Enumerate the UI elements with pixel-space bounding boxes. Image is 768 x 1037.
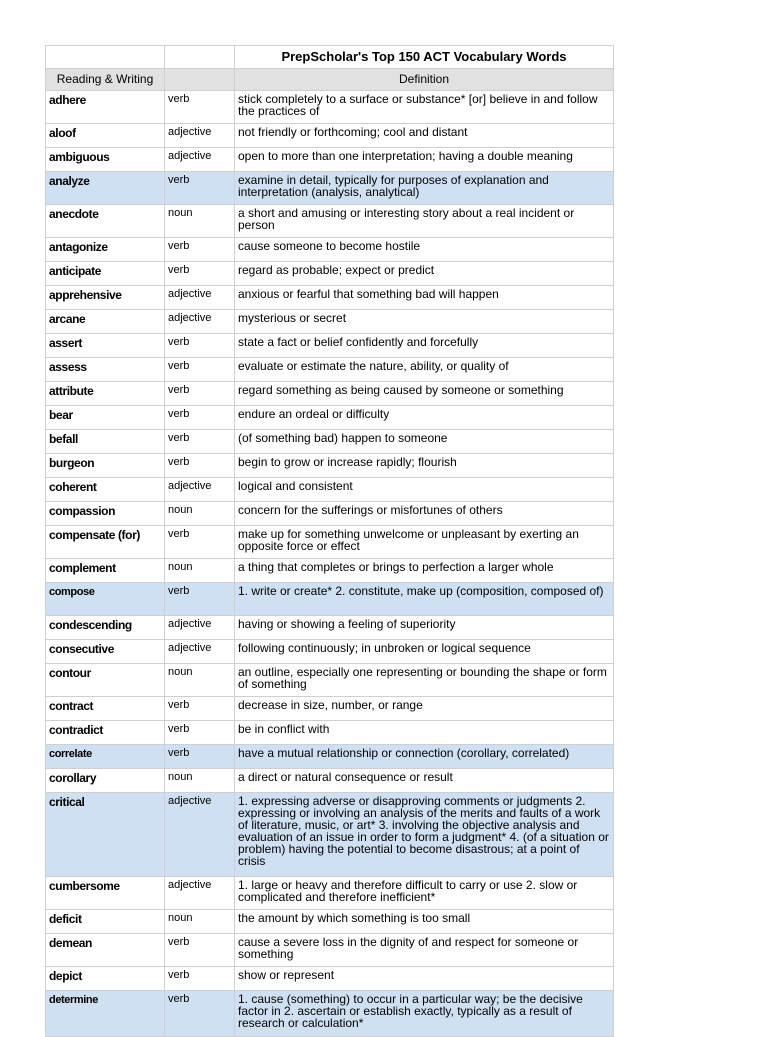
vocab-word: compensate (for) — [46, 526, 165, 559]
table-row — [46, 769, 614, 793]
word-definition: cause a severe loss in the dignity of and respect for someone or something — [235, 934, 614, 967]
table-row — [46, 262, 614, 286]
table-row — [46, 238, 614, 262]
part-of-speech: verb — [165, 262, 235, 286]
word-definition: anxious or fearful that something bad will happen — [235, 286, 614, 310]
vocabulary-table — [45, 45, 614, 1037]
table-row — [46, 664, 614, 697]
part-of-speech: adjective — [165, 310, 235, 334]
word-definition: evaluate or estimate the nature, ability, or quality of — [235, 358, 614, 382]
vocab-word: burgeon — [46, 454, 165, 478]
word-definition: (of something bad) happen to someone — [235, 430, 614, 454]
vocab-word: bear — [46, 406, 165, 430]
vocab-word: corollary — [46, 769, 165, 793]
part-of-speech: verb — [165, 172, 235, 205]
table-row — [46, 172, 614, 205]
part-of-speech: verb — [165, 334, 235, 358]
word-definition: following continuously; in unbroken or logical sequence — [235, 640, 614, 664]
word-definition: decrease in size, number, or range — [235, 697, 614, 721]
definition-header: Definition — [235, 69, 614, 91]
part-of-speech: noun — [165, 502, 235, 526]
table-row — [46, 148, 614, 172]
vocab-word: correlate — [46, 745, 165, 769]
word-definition: 1. expressing adverse or disapproving comments or judgments 2. expressing or involving an analysis of the merits and faults of a work of literature, music, or art* 3. involving the objective analysis and evaluation of an issue in order to form a judgment* 4. (of a situation or problem) having the potential to become disastrous; at a point of crisis — [235, 793, 614, 877]
vocab-word: befall — [46, 430, 165, 454]
vocab-word: contract — [46, 697, 165, 721]
vocab-word: analyze — [46, 172, 165, 205]
word-definition: 1. cause (something) to occur in a particular way; be the decisive factor in 2. ascertain or establish exactly, typically as a result of research or calculation* — [235, 991, 614, 1037]
word-definition: mysterious or secret — [235, 310, 614, 334]
vocab-word: aloof — [46, 124, 165, 148]
table-row — [46, 334, 614, 358]
word-definition: regard as probable; expect or predict — [235, 262, 614, 286]
vocab-word: compassion — [46, 502, 165, 526]
word-definition: a short and amusing or interesting story about a real incident or person — [235, 205, 614, 238]
vocab-word: determine — [46, 991, 165, 1037]
part-of-speech: verb — [165, 91, 235, 124]
table-row — [46, 877, 614, 910]
table-row — [46, 640, 614, 664]
vocab-word: contradict — [46, 721, 165, 745]
word-definition: stick completely to a surface or substance* [or] believe in and follow the practices of — [235, 91, 614, 124]
table-row — [46, 910, 614, 934]
word-definition: a direct or natural consequence or result — [235, 769, 614, 793]
part-of-speech: adjective — [165, 877, 235, 910]
word-definition: the amount by which something is too small — [235, 910, 614, 934]
part-of-speech: noun — [165, 769, 235, 793]
table-row — [46, 721, 614, 745]
part-of-speech: verb — [165, 358, 235, 382]
table-row — [46, 616, 614, 640]
table-row — [46, 502, 614, 526]
table-row — [46, 358, 614, 382]
vocab-word: compose — [46, 583, 165, 616]
word-definition: have a mutual relationship or connection (corollary, correlated) — [235, 745, 614, 769]
vocab-word: apprehensive — [46, 286, 165, 310]
table-row — [46, 934, 614, 967]
vocab-word: deficit — [46, 910, 165, 934]
word-definition: state a fact or belief confidently and forcefully — [235, 334, 614, 358]
word-definition: examine in detail, typically for purposes of explanation and interpretation (analysis, analytical) — [235, 172, 614, 205]
table-row — [46, 793, 614, 877]
part-of-speech: verb — [165, 406, 235, 430]
vocab-word: condescending — [46, 616, 165, 640]
vocab-word: contour — [46, 664, 165, 697]
table-row — [46, 967, 614, 991]
vocab-word: adhere — [46, 91, 165, 124]
table-row — [46, 526, 614, 559]
part-of-speech: verb — [165, 454, 235, 478]
part-of-speech: adjective — [165, 616, 235, 640]
table-row — [46, 559, 614, 583]
section-header: Reading & Writing — [46, 69, 165, 91]
word-definition: open to more than one interpretation; having a double meaning — [235, 148, 614, 172]
word-definition: a thing that completes or brings to perfection a larger whole — [235, 559, 614, 583]
table-row — [46, 382, 614, 406]
table-row — [46, 454, 614, 478]
part-of-speech: verb — [165, 745, 235, 769]
word-definition: not friendly or forthcoming; cool and distant — [235, 124, 614, 148]
vocab-word: critical — [46, 793, 165, 877]
vocab-word: ambiguous — [46, 148, 165, 172]
word-definition: make up for something unwelcome or unpleasant by exerting an opposite force or effect — [235, 526, 614, 559]
table-row — [46, 430, 614, 454]
vocab-word: assess — [46, 358, 165, 382]
vocab-word: assert — [46, 334, 165, 358]
part-of-speech: verb — [165, 967, 235, 991]
word-definition: 1. large or heavy and therefore difficult to carry or use 2. slow or complicated and therefore inefficient* — [235, 877, 614, 910]
part-of-speech: verb — [165, 382, 235, 406]
part-of-speech: verb — [165, 238, 235, 262]
part-of-speech: adjective — [165, 124, 235, 148]
part-of-speech: adjective — [165, 640, 235, 664]
table-row — [46, 583, 614, 616]
table-row — [46, 124, 614, 148]
word-definition: show or represent — [235, 967, 614, 991]
word-definition: cause someone to become hostile — [235, 238, 614, 262]
part-of-speech: verb — [165, 583, 235, 616]
part-of-speech: verb — [165, 697, 235, 721]
word-definition: endure an ordeal or difficulty — [235, 406, 614, 430]
part-of-speech: noun — [165, 205, 235, 238]
word-definition: concern for the sufferings or misfortunes of others — [235, 502, 614, 526]
word-definition: begin to grow or increase rapidly; flourish — [235, 454, 614, 478]
part-of-speech: noun — [165, 664, 235, 697]
word-definition: an outline, especially one representing or bounding the shape or form of something — [235, 664, 614, 697]
table-row — [46, 478, 614, 502]
table-row — [46, 991, 614, 1037]
vocab-word: cumbersome — [46, 877, 165, 910]
word-definition: regard something as being caused by someone or something — [235, 382, 614, 406]
word-definition: 1. write or create* 2. constitute, make up (composition, composed of) — [235, 583, 614, 616]
word-definition: logical and consistent — [235, 478, 614, 502]
part-of-speech: noun — [165, 910, 235, 934]
table-row — [46, 286, 614, 310]
part-of-speech: verb — [165, 991, 235, 1037]
part-of-speech: verb — [165, 526, 235, 559]
title-row — [46, 46, 614, 69]
vocab-word: attribute — [46, 382, 165, 406]
table-row — [46, 406, 614, 430]
table-row — [46, 310, 614, 334]
part-of-speech: adjective — [165, 148, 235, 172]
word-definition: be in conflict with — [235, 721, 614, 745]
vocab-word: consecutive — [46, 640, 165, 664]
part-of-speech: verb — [165, 430, 235, 454]
vocab-word: depict — [46, 967, 165, 991]
part-of-speech: adjective — [165, 793, 235, 877]
table-row — [46, 205, 614, 238]
vocab-word: demean — [46, 934, 165, 967]
page-title: PrepScholar's Top 150 ACT Vocabulary Words — [235, 46, 614, 69]
header-row — [46, 69, 614, 91]
table-row — [46, 91, 614, 124]
part-of-speech: adjective — [165, 478, 235, 502]
vocab-word: antagonize — [46, 238, 165, 262]
part-of-speech: noun — [165, 559, 235, 583]
part-of-speech: verb — [165, 934, 235, 967]
part-of-speech: verb — [165, 721, 235, 745]
vocab-word: coherent — [46, 478, 165, 502]
vocab-word: arcane — [46, 310, 165, 334]
table-row — [46, 697, 614, 721]
vocab-word: complement — [46, 559, 165, 583]
word-definition: having or showing a feeling of superiority — [235, 616, 614, 640]
part-of-speech: adjective — [165, 286, 235, 310]
vocabulary-sheet — [45, 45, 613, 1037]
vocab-word: anecdote — [46, 205, 165, 238]
table-row — [46, 745, 614, 769]
vocab-word: anticipate — [46, 262, 165, 286]
